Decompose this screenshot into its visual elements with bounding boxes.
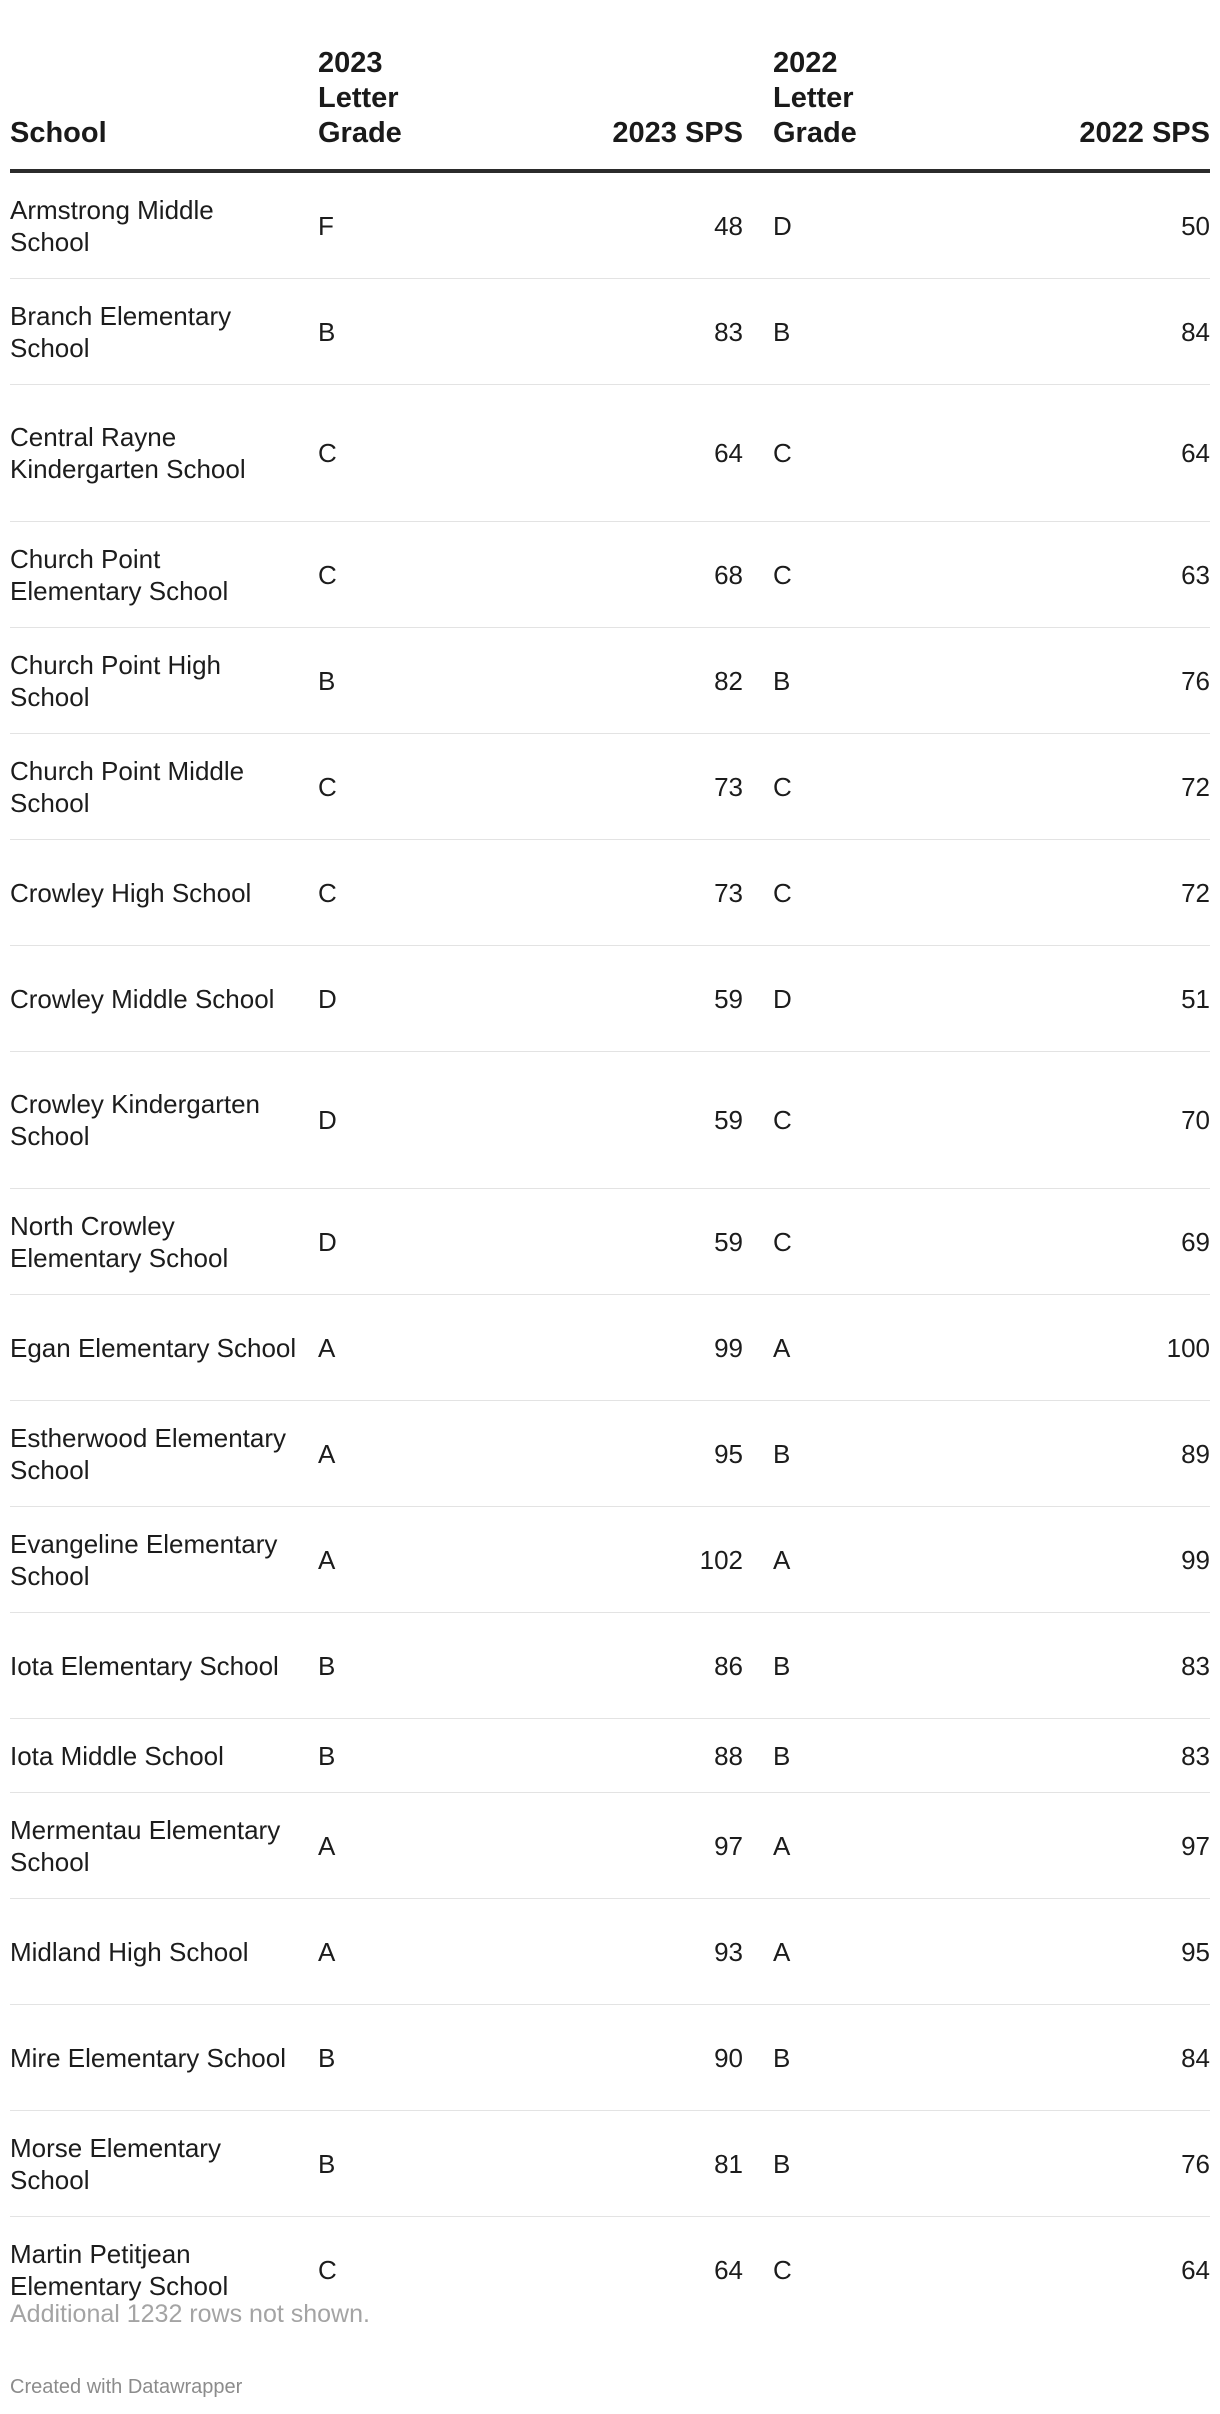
school-cell: Midland High School — [10, 1899, 308, 2005]
grade-2023-cell: B — [308, 279, 453, 385]
table-row — [10, 840, 1210, 946]
grade-2023-cell: C — [308, 734, 453, 840]
grade-2023-cell: A — [308, 1793, 453, 1899]
school-cell: Church Point Middle School — [10, 734, 308, 840]
table-row — [10, 522, 1210, 628]
grade-2023-cell: D — [308, 1052, 453, 1189]
grade-2023-cell: F — [308, 171, 453, 279]
datawrapper-credit: Created with Datawrapper — [10, 2376, 243, 2398]
grade-2022-cell: A — [743, 1793, 913, 1899]
sps-2023-cell: 48 — [453, 171, 743, 279]
sps-2022-cell: 50 — [913, 171, 1210, 279]
grade-2022-cell: B — [743, 1401, 913, 1507]
grade-2022-cell: B — [743, 1613, 913, 1719]
sps-2023-cell: 81 — [453, 2111, 743, 2217]
school-cell: Iota Middle School — [10, 1719, 308, 1793]
grade-2023-cell: C — [308, 522, 453, 628]
grade-2022-cell: B — [743, 279, 913, 385]
school-cell: Crowley Middle School — [10, 946, 308, 1052]
table-row — [10, 2111, 1210, 2217]
sps-2023-cell: 68 — [453, 522, 743, 628]
sps-2022-cell: 69 — [913, 1189, 1210, 1295]
sps-2023-cell: 59 — [453, 1189, 743, 1295]
grade-2022-cell: C — [743, 385, 913, 522]
grade-2022-cell: C — [743, 1052, 913, 1189]
sps-2022-cell: 70 — [913, 1052, 1210, 1189]
table-row — [10, 1613, 1210, 1719]
header-2022-letter-grade[interactable]: 2022 Letter Grade — [743, 40, 913, 171]
table-row — [10, 1507, 1210, 1613]
grade-2022-cell: A — [743, 1295, 913, 1401]
school-performance-table — [10, 40, 1210, 2322]
grade-2023-cell: A — [308, 1507, 453, 1613]
sps-2022-cell: 83 — [913, 1613, 1210, 1719]
grade-2023-cell: C — [318, 2254, 337, 2285]
table-row — [10, 1719, 1210, 1793]
sps-2023-cell: 64 — [453, 385, 743, 522]
school-cell: Martin Petitjean Elementary School — [10, 2238, 229, 2301]
grade-2022-cell: B — [743, 628, 913, 734]
grade-2022-cell: C — [773, 2254, 792, 2285]
table-row — [10, 279, 1210, 385]
table-row — [10, 1899, 1210, 2005]
table-row — [10, 385, 1210, 522]
sps-2022-cell: 83 — [913, 1719, 1210, 1793]
sps-2022-cell: 95 — [913, 1899, 1210, 2005]
table-row — [10, 1401, 1210, 1507]
sps-2022-cell: 99 — [913, 1507, 1210, 1613]
grade-2022-cell: D — [743, 171, 913, 279]
table-row — [10, 1052, 1210, 1189]
table-row — [10, 1793, 1210, 1899]
grade-2023-cell: B — [308, 1613, 453, 1719]
sps-2023-cell: 73 — [453, 840, 743, 946]
sps-2022-cell: 72 — [913, 734, 1210, 840]
sps-2022-cell: 51 — [913, 946, 1210, 1052]
grade-2022-cell: A — [743, 1507, 913, 1613]
sps-2023-cell: 82 — [453, 628, 743, 734]
grade-2022-cell: C — [743, 522, 913, 628]
grade-2023-cell: D — [308, 1189, 453, 1295]
sps-2023-cell: 59 — [453, 1052, 743, 1189]
sps-2023-cell: 73 — [453, 734, 743, 840]
grade-2023-cell: A — [308, 1401, 453, 1507]
grade-2022-cell: C — [743, 1189, 913, 1295]
sps-2022-cell: 72 — [913, 840, 1210, 946]
sps-2023-cell: 59 — [453, 946, 743, 1052]
school-cell: Church Point High School — [10, 628, 308, 734]
grade-2023-cell: C — [308, 840, 453, 946]
sps-2023-cell: 64 — [714, 2254, 743, 2285]
table-row — [10, 1295, 1210, 1401]
sps-2023-cell: 90 — [453, 2005, 743, 2111]
school-cell: Morse Elementary School — [10, 2111, 308, 2217]
grade-2023-cell: B — [308, 2111, 453, 2217]
table-notes: Additional 1232 rows not shown. — [10, 2300, 370, 2328]
school-cell: Central Rayne Kindergarten School — [10, 385, 308, 522]
sps-2023-cell: 95 — [453, 1401, 743, 1507]
school-cell: Mermentau Elementary School — [10, 1793, 308, 1899]
sps-2022-cell: 89 — [913, 1401, 1210, 1507]
header-row — [10, 40, 1210, 171]
sps-2023-cell: 102 — [453, 1507, 743, 1613]
school-cell: Crowley Kindergarten School — [10, 1052, 308, 1189]
sps-2022-cell: 76 — [913, 2111, 1210, 2217]
sps-2022-cell: 64 — [913, 385, 1210, 522]
grade-2023-cell: B — [308, 628, 453, 734]
sps-2022-cell: 76 — [913, 628, 1210, 734]
sps-2022-cell: 97 — [913, 1793, 1210, 1899]
school-cell: Armstrong Middle School — [10, 171, 308, 279]
school-cell: Crowley High School — [10, 840, 308, 946]
grade-2022-cell: B — [743, 2005, 913, 2111]
grade-2023-cell: B — [308, 2005, 453, 2111]
header-2023-sps[interactable]: 2023 SPS — [453, 40, 743, 171]
grade-2022-cell: B — [743, 1719, 913, 1793]
table-body — [10, 171, 1210, 2322]
table-row — [10, 171, 1210, 279]
grade-2023-cell: A — [308, 1295, 453, 1401]
table-row — [10, 2005, 1210, 2111]
header-2022-sps[interactable]: 2022 SPS — [913, 40, 1210, 171]
sps-2023-cell: 86 — [453, 1613, 743, 1719]
sps-2022-cell: 84 — [913, 279, 1210, 385]
sps-2022-cell: 64 — [1181, 2254, 1210, 2285]
grade-2023-cell: D — [308, 946, 453, 1052]
sps-2023-cell: 97 — [453, 1793, 743, 1899]
table-row — [10, 946, 1210, 1052]
grade-2023-cell: C — [308, 385, 453, 522]
grade-2022-cell: C — [743, 734, 913, 840]
sps-2023-cell: 88 — [453, 1719, 743, 1793]
grade-2023-cell: A — [308, 1899, 453, 2005]
header-2023-letter-grade[interactable]: 2023 Letter Grade — [308, 40, 453, 171]
header-school[interactable]: School — [10, 40, 308, 171]
school-cell: Branch Elementary School — [10, 279, 308, 385]
school-cell: Church Point Elementary School — [10, 522, 308, 628]
school-cell: Evangeline Elementary School — [10, 1507, 308, 1613]
sps-2022-cell: 63 — [913, 522, 1210, 628]
sps-2022-cell: 84 — [913, 2005, 1210, 2111]
sps-2023-cell: 99 — [453, 1295, 743, 1401]
grade-2022-cell: C — [743, 840, 913, 946]
grade-2022-cell: B — [743, 2111, 913, 2217]
table-header — [10, 40, 1210, 171]
table-row — [10, 1189, 1210, 1295]
table-row — [10, 628, 1210, 734]
school-cell: Iota Elementary School — [10, 1613, 308, 1719]
grade-2022-cell: A — [743, 1899, 913, 2005]
school-cell: Estherwood Elementary School — [10, 1401, 308, 1507]
school-cell: Mire Elementary School — [10, 2005, 308, 2111]
sps-2023-cell: 83 — [453, 279, 743, 385]
table-row — [10, 734, 1210, 840]
sps-2023-cell: 93 — [453, 1899, 743, 2005]
grade-2022-cell: D — [743, 946, 913, 1052]
sps-2022-cell: 100 — [913, 1295, 1210, 1401]
grade-2023-cell: B — [308, 1719, 453, 1793]
data-table-wrapper — [10, 40, 1210, 2322]
school-cell: Egan Elementary School — [10, 1295, 308, 1401]
school-cell: North Crowley Elementary School — [10, 1189, 308, 1295]
